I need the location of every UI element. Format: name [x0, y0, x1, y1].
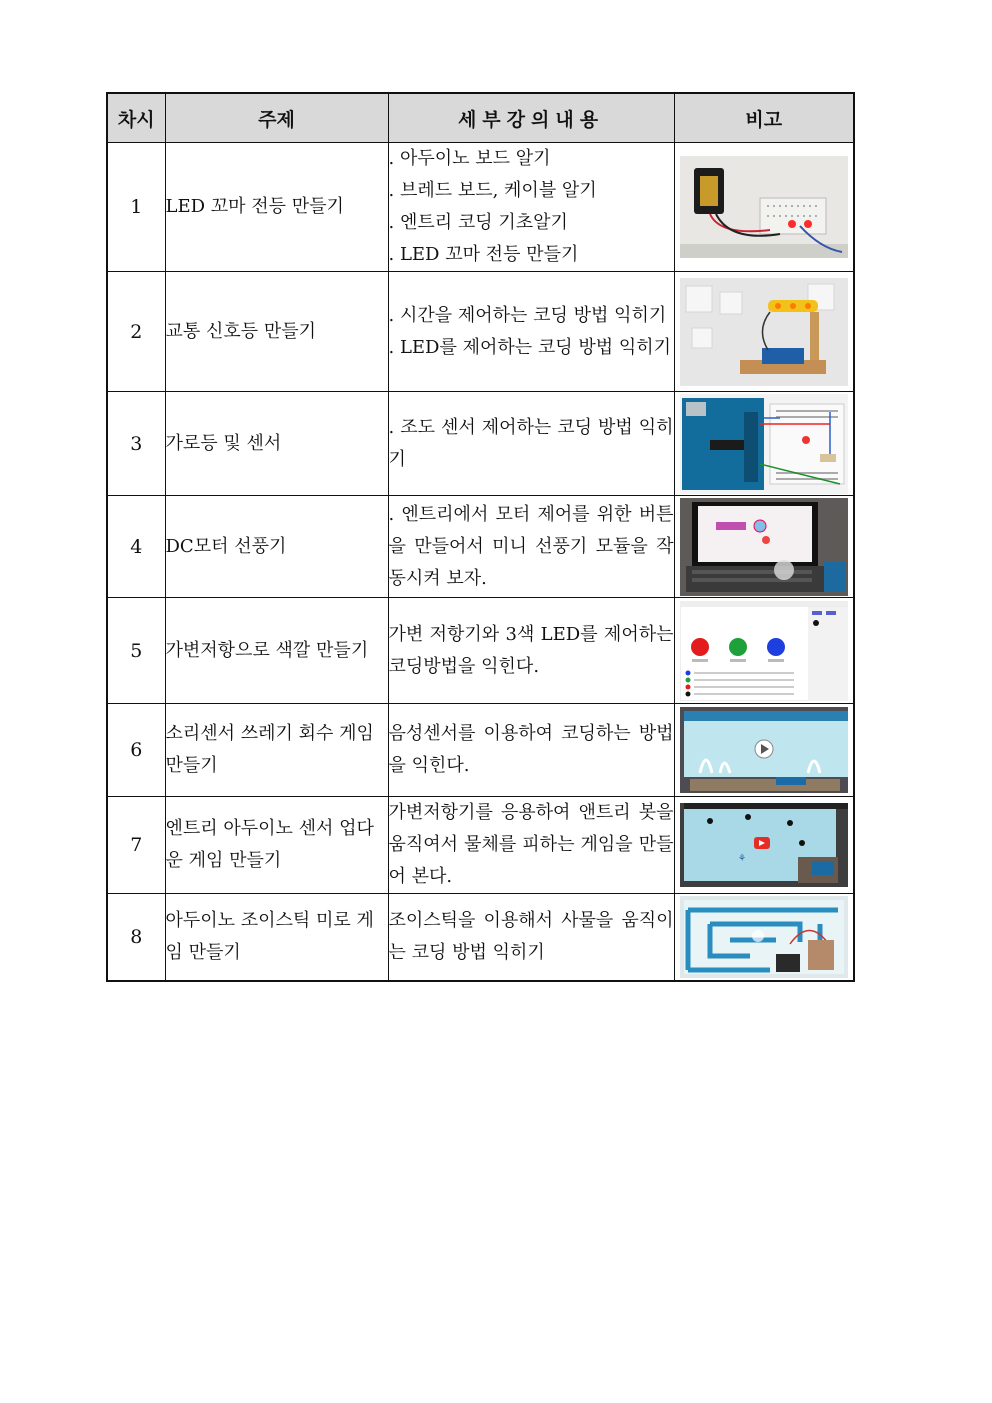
table-row	[107, 496, 854, 598]
row-topic: DC모터 선풍기	[165, 496, 388, 598]
table-row	[107, 143, 854, 272]
row-detail	[388, 392, 674, 496]
traffic-light-photo	[680, 278, 848, 386]
row-detail	[388, 496, 674, 598]
row-detail	[388, 894, 674, 981]
header-detail: 세부강의내용	[388, 93, 674, 143]
row-number: 7	[107, 797, 165, 894]
sound-sensor-game-video	[680, 707, 848, 793]
arduino-circuit-diagram	[680, 394, 848, 494]
row-image-cell	[674, 598, 854, 704]
dc-motor-laptop-photo	[680, 498, 848, 596]
row-number: 6	[107, 704, 165, 797]
row-detail	[388, 598, 674, 704]
row-detail	[388, 797, 674, 894]
detail-line: . 엔트리에서 모터 제어를 위한 버튼을 만들어서 미니 선풍기 모듈을 작동시켜 보자.	[388, 503, 674, 589]
detail-line: . 조도 센서 제어하는 코딩 방법 익히기	[388, 416, 674, 470]
detail-line: . LED를 제어하는 코딩 방법 익히기	[388, 336, 672, 358]
detail-line: . 엔트리 코딩 기초알기	[388, 212, 568, 233]
row-topic: 교통 신호등 만들기	[165, 272, 388, 392]
row-detail	[388, 704, 674, 797]
updown-game-video	[680, 803, 848, 887]
rgb-color-screen	[680, 601, 848, 701]
row-number: 3	[107, 392, 165, 496]
row-image-cell	[674, 143, 854, 272]
detail-line: 조이스틱을 이용해서 사물을 움직이는 코딩 방법 익히기	[388, 909, 674, 963]
header-note: 비고	[674, 93, 854, 143]
detail-line: 음성센서를 이용하여 코딩하는 방법을 익힌다.	[388, 723, 674, 776]
row-number: 4	[107, 496, 165, 598]
row-image-cell	[674, 272, 854, 392]
row-image-cell	[674, 496, 854, 598]
detail-line: . 브레드 보드, 케이블 알기	[388, 180, 597, 201]
detail-line: 가변저항기를 응용하여 앤트리 봇을 움직여서 물체를 피하는 게임을 만들어 본다.	[388, 802, 674, 887]
table-row	[107, 894, 854, 981]
row-detail	[388, 272, 674, 392]
table-row	[107, 392, 854, 496]
led-lamp-photo	[680, 156, 848, 258]
header-topic: 주제	[165, 93, 388, 143]
row-topic: 아두이노 조이스틱 미로 게임 만들기	[165, 894, 388, 981]
curriculum-table	[106, 92, 855, 982]
table-row	[107, 797, 854, 894]
row-topic: 가변저항으로 색깔 만들기	[165, 598, 388, 704]
header-no: 차시	[107, 93, 165, 143]
row-number: 8	[107, 894, 165, 981]
row-image-cell	[674, 392, 854, 496]
table-row	[107, 272, 854, 392]
detail-line: . 아두이노 보드 알기	[388, 148, 551, 169]
table-row	[107, 598, 854, 704]
row-image-cell	[674, 797, 854, 894]
row-number: 2	[107, 272, 165, 392]
header-row	[107, 93, 854, 143]
joystick-maze-video	[680, 896, 848, 978]
row-topic: LED 꼬마 전등 만들기	[165, 143, 388, 272]
row-topic: 엔트리 아두이노 센서 업다운 게임 만들기	[165, 797, 388, 894]
row-image-cell	[674, 894, 854, 981]
row-topic: 소리센서 쓰레기 회수 게임 만들기	[165, 704, 388, 797]
svg-text:⚘: ⚘	[737, 854, 746, 864]
detail-line: . 시간을 제어하는 코딩 방법 익히기	[388, 304, 667, 326]
row-number: 1	[107, 143, 165, 272]
detail-line: 가변 저항기와 3색 LED를 제어하는 코딩방법을 익힌다.	[388, 623, 674, 677]
row-topic: 가로등 및 센서	[165, 392, 388, 496]
table-row	[107, 704, 854, 797]
row-detail	[388, 143, 674, 272]
row-number: 5	[107, 598, 165, 704]
detail-line: . LED 꼬마 전등 만들기	[388, 244, 579, 265]
row-image-cell	[674, 704, 854, 797]
